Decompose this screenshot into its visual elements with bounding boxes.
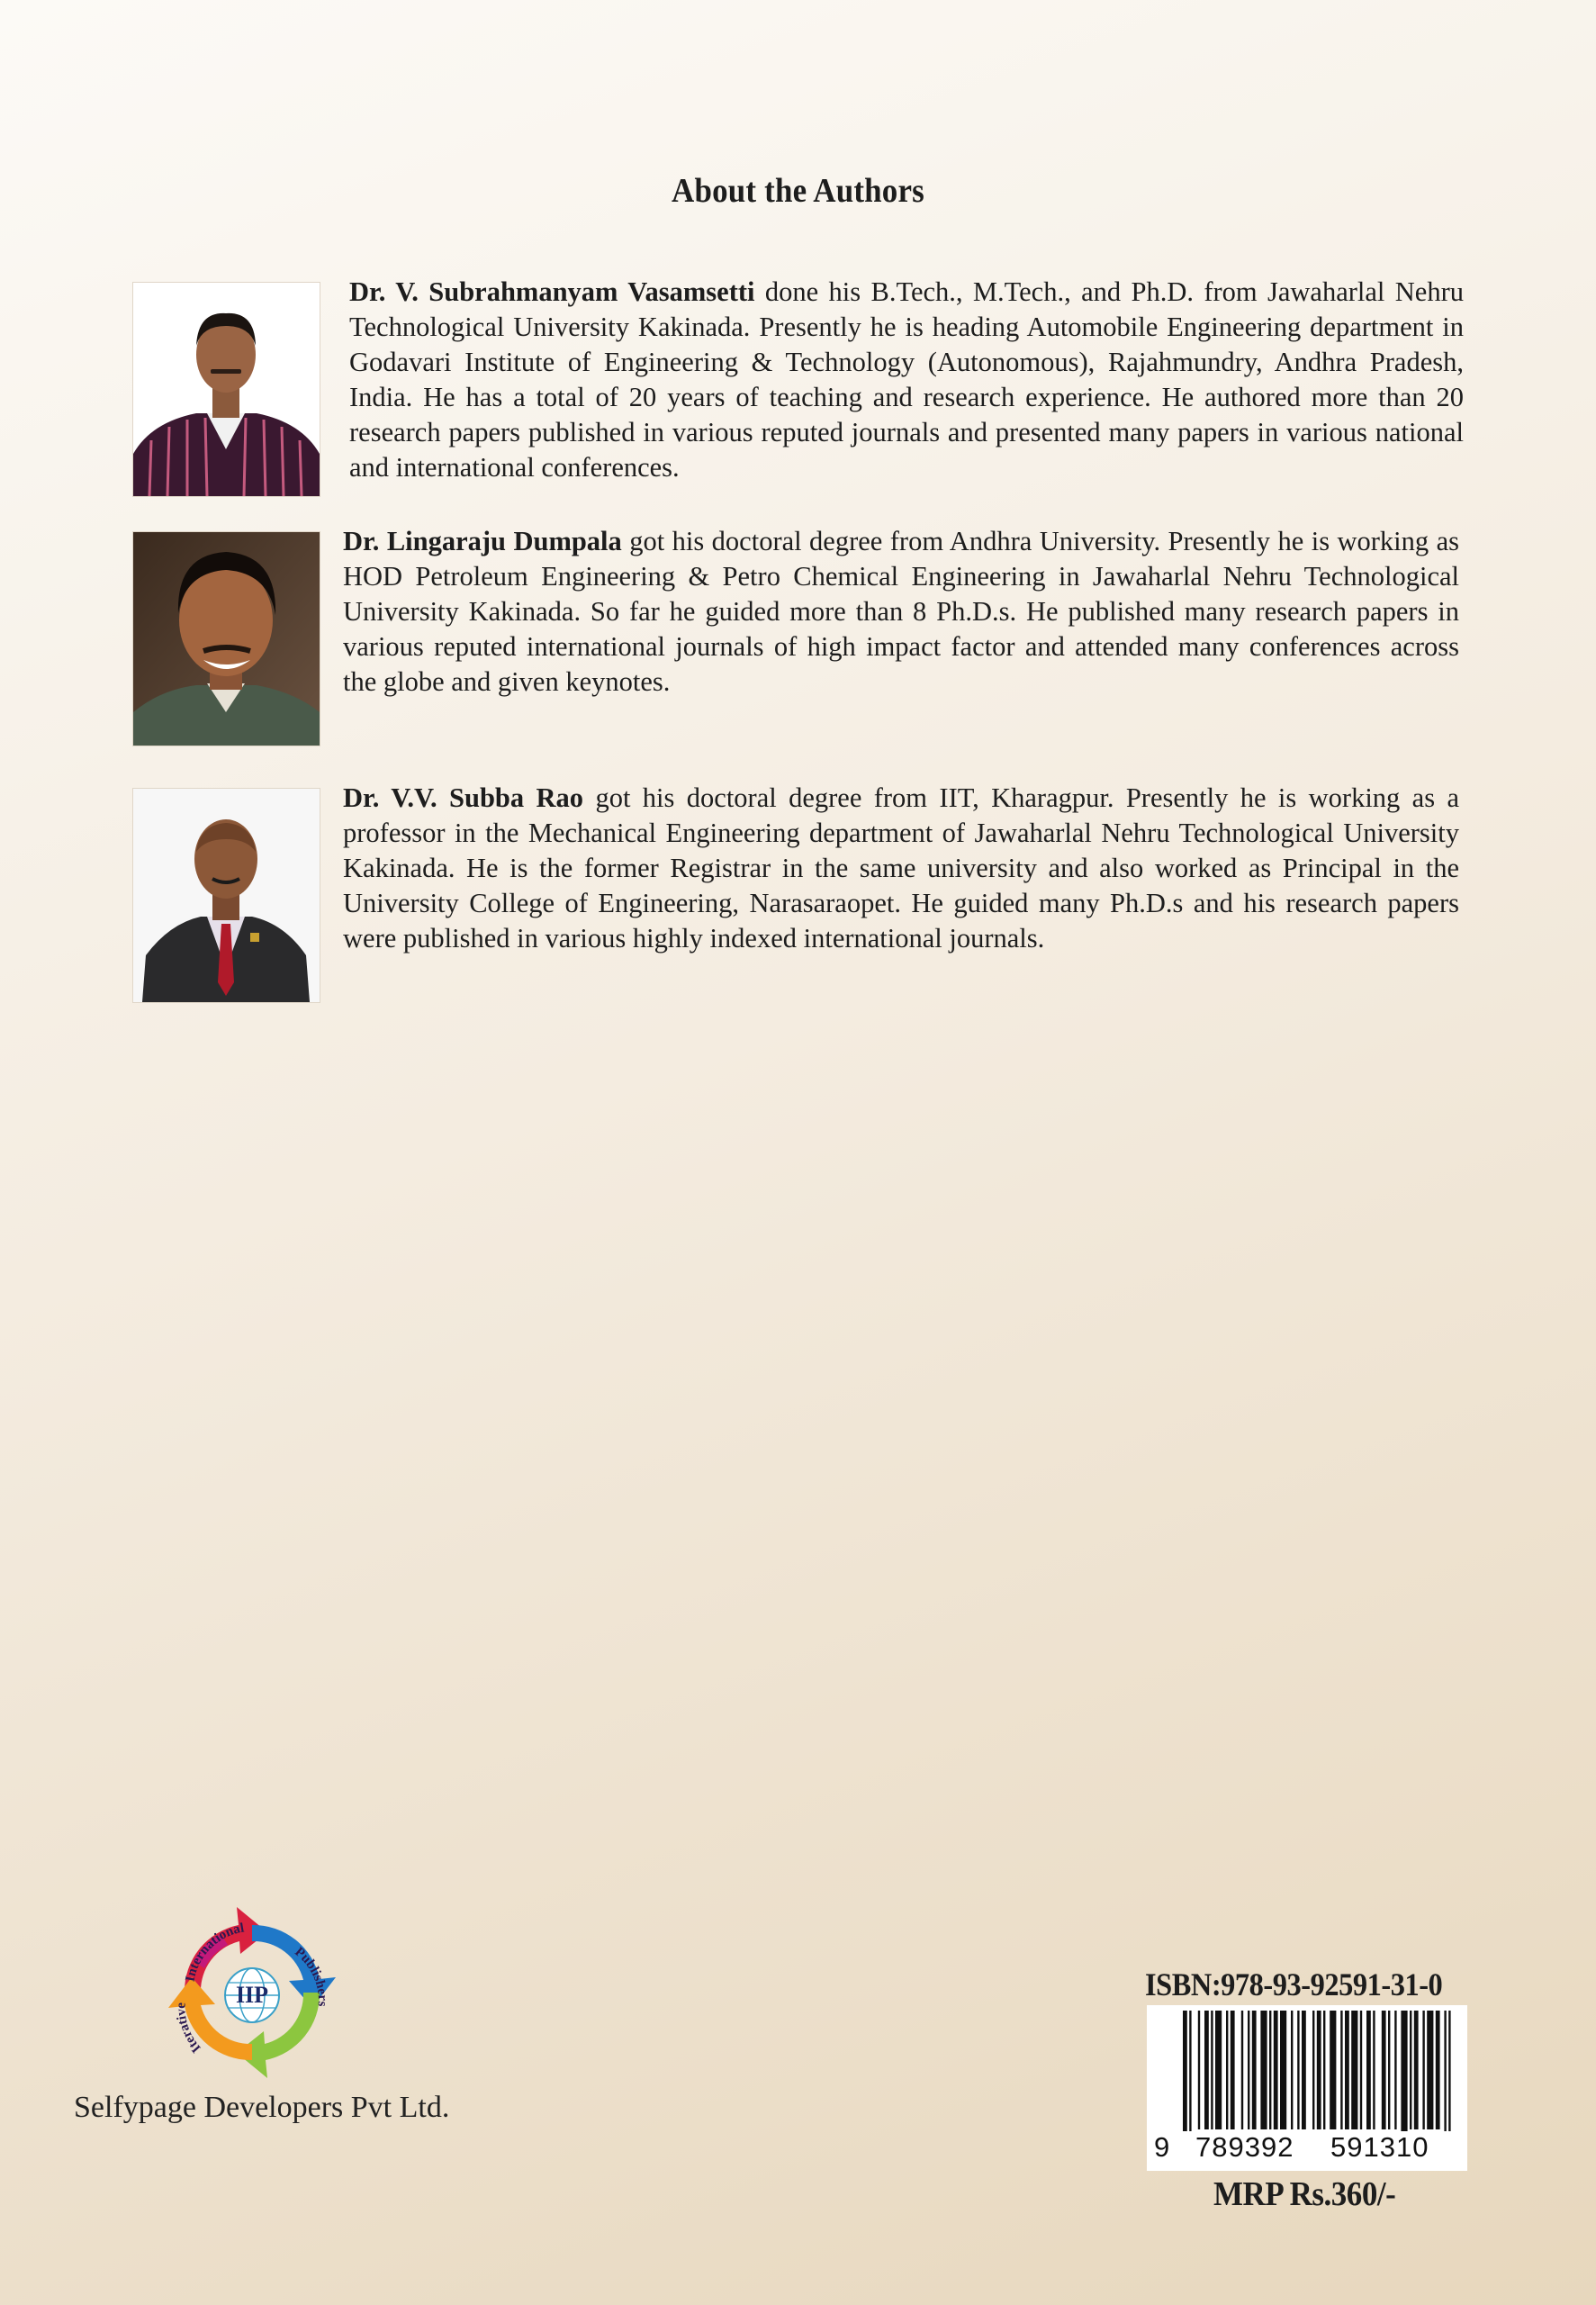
barcode-bar [1360,2011,1362,2129]
isbn-label: ISBN:978-93-92591-31-0 [1145,1966,1443,2002]
barcode-bar [1183,2011,1187,2131]
barcode-bar [1226,2011,1228,2129]
barcode-bar [1252,2011,1257,2129]
author-bio-text: done his B.Tech., M.Tech., and Ph.D. from Jawaharlal Nehru Technological University Kakinada. Presently he is heading Automobile Engineering department in Godavari Institute of Engineering & Technology (Autonomous), Rajahmundry, Andhra Pradesh, India. He has a total of 20 years of teaching and research experience. He authored more than 20 research papers published in various reputed journals and presented many papers in various national and international conferences. [349,276,1464,483]
barcode-bar [1388,2011,1390,2129]
barcode [1147,2005,1467,2171]
author-photo [132,788,320,1003]
barcode-bar [1260,2011,1267,2129]
barcode-bar [1448,2011,1450,2131]
barcode-bar [1317,2011,1321,2129]
portrait-icon [133,283,320,496]
barcode-bar [1215,2011,1222,2129]
page-title: About the Authors [672,172,924,210]
barcode-bar [1231,2011,1235,2129]
barcode-icon [1147,2005,1467,2131]
author-photo [132,531,320,746]
barcode-bar [1269,2011,1271,2129]
svg-text:Publishers: Publishers [292,1944,330,2007]
barcode-bar [1189,2011,1191,2131]
barcode-bar [1211,2011,1213,2129]
barcode-bar [1248,2011,1249,2129]
barcode-bar [1302,2011,1306,2129]
barcode-bar [1444,2011,1446,2131]
barcode-bar [1422,2011,1424,2129]
barcode-digits-group-2: 591310 [1330,2131,1429,2163]
barcode-bar [1312,2011,1314,2129]
barcode-bar [1198,2011,1200,2129]
barcode-bar [1340,2011,1342,2129]
portrait-icon [133,532,320,746]
barcode-bar [1366,2011,1371,2129]
author-bio-text: got his doctoral degree from Andhra University. Presently he is working as HOD Petroleum Engineering & Petro Chemical Engineering in Jawaharlal Nehru Technological University Kakinada. So far he guided more than 8 Ph.D.s. He published many research papers in various reputed international journals of high impact factor and attended many conferences across the globe and given keynotes. [343,526,1459,697]
barcode-bar [1204,2011,1209,2129]
barcode-digits-group-1: 789392 [1195,2131,1294,2163]
barcode-bar [1323,2011,1325,2129]
barcode-bar [1274,2011,1278,2129]
author-bio [349,275,1464,485]
barcode-bar [1382,2011,1386,2129]
author-name: Dr. Lingaraju Dumpala [343,526,622,556]
barcode-bar [1373,2011,1375,2129]
author-bio [343,781,1459,956]
barcode-bar [1291,2011,1293,2129]
barcode-bar [1297,2011,1299,2129]
barcode-bar [1241,2011,1243,2129]
barcode-bar [1410,2011,1411,2129]
portrait-icon [133,789,320,1002]
barcode-bar [1351,2011,1357,2129]
barcode-bar [1394,2011,1396,2129]
barcode-digit-lead: 9 [1154,2131,1171,2163]
publisher-logo [158,1898,347,2087]
author-bio-text: got his doctoral degree from IIT, Kharagpur. Presently he is working as a professor in the Mechanical Engineering department of Jawaharlal Nehru Technological University Kakinada. He is the former Registrar in the same university and also worked as Principal in the University College of Engineering, Narasaraopet. He guided many Ph.D.s and his research papers were published in various highly indexed international journals. [343,782,1459,954]
author-photo [132,282,320,497]
author-bio [343,524,1459,700]
author-name: Dr. V. Subrahmanyam Vasamsetti [349,276,755,307]
barcode-bar [1280,2011,1286,2129]
barcode-bar [1427,2011,1433,2129]
svg-text:International: International [183,1921,246,1984]
logo-abbrev: IIP [235,1982,269,2008]
svg-text:Iterative: Iterative [174,2002,204,2056]
mrp-price: MRP Rs.360/- [1213,2175,1396,2213]
iip-logo-icon [158,1898,347,2087]
publisher-name: Selfypage Developers Pvt Ltd. [74,2091,450,2124]
barcode-bar [1414,2011,1419,2129]
barcode-bar [1436,2011,1440,2129]
barcode-bar [1330,2011,1336,2129]
barcode-bar [1345,2011,1349,2129]
author-name: Dr. V.V. Subba Rao [343,782,584,813]
barcode-bar [1401,2011,1407,2131]
